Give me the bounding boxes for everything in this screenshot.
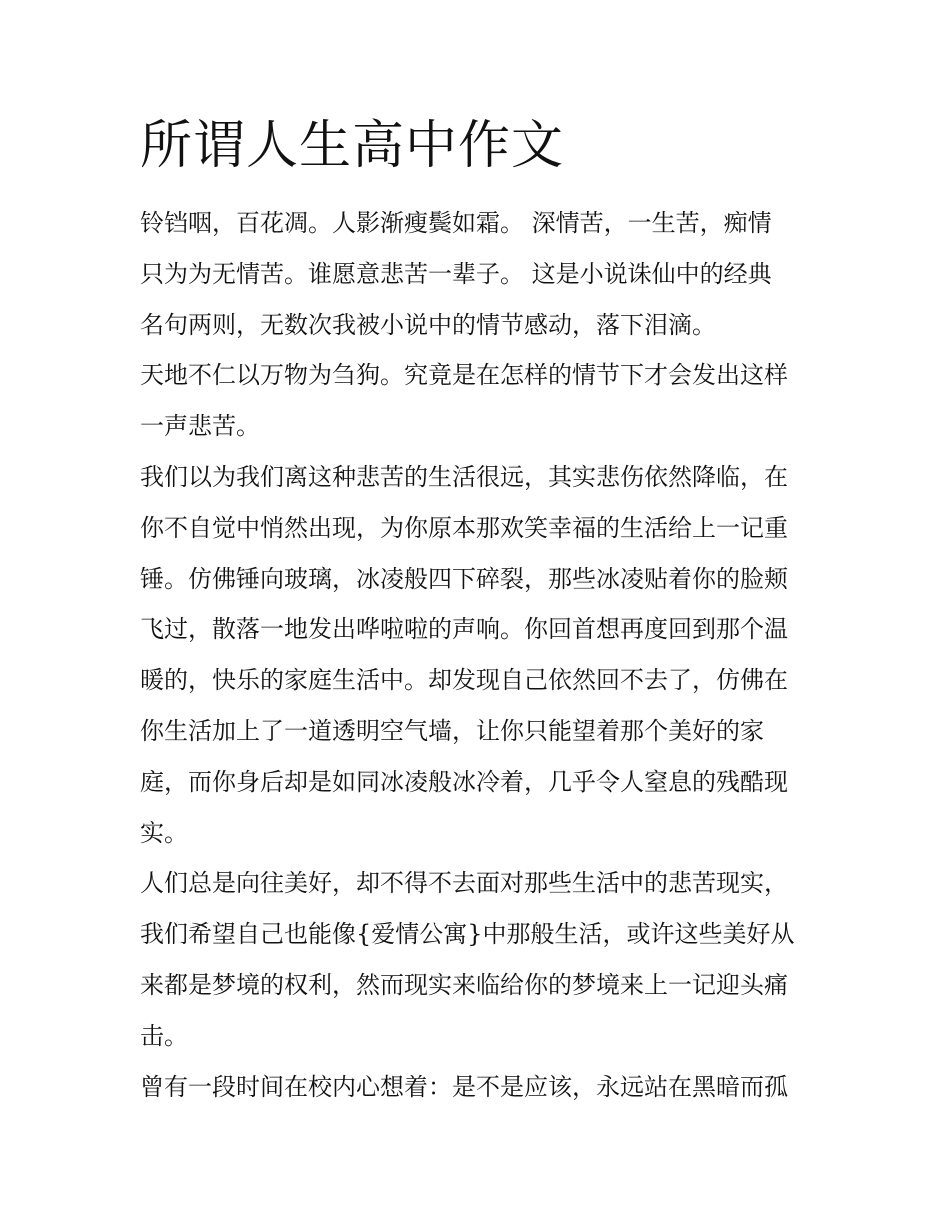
paragraph-5 [140, 1062, 815, 1113]
text-line: 我们希望自己也能像{爱情公寓}中那般生活，或许这些美好从 [140, 920, 795, 949]
text-line: 铃铛咽，百花凋。人影渐瘦鬓如霜。 深情苦，一生苦，痴情 [140, 209, 772, 237]
text-line: 只为为无情苦。谁愿意悲苦一辈子。 这是小说诛仙中的经典 [140, 259, 772, 288]
text-line: 你不自觉中悄然出现，为你原本那欢笑幸福的生活给上一记重 [140, 513, 788, 542]
text-line: 飞过，散落一地发出哗啦啦的声响。你回首想再度回到那个温 [140, 615, 788, 644]
text-line: 曾有一段时间在校内心想着：是不是应该，永远站在黑暗而孤 [140, 1072, 788, 1101]
text-line: 天地不仁以万物为刍狗。究竟是在怎样的情节下才会发出这样 [140, 361, 788, 390]
text-line: 一声悲苦。 [140, 412, 260, 441]
text-line: 庭，而你身后却是如同冰凌般冰冷着，几乎令人窒息的残酷现 [140, 767, 788, 796]
document-title: 所谓人生高中作文 [140, 116, 565, 176]
text-line: 击。 [140, 1021, 188, 1050]
text-line: 实。 [140, 818, 188, 847]
text-line: 名句两则，无数次我被小说中的情节感动，落下泪滴。 [140, 310, 716, 339]
text-line: 我们以为我们离这种悲苦的生活很远，其实悲伤依然降临，在 [140, 462, 788, 491]
text-line: 锤。仿佛锤向玻璃，冰凌般四下碎裂，那些冰凌贴着你的脸颊 [140, 564, 788, 593]
paragraph-4 [140, 858, 815, 1061]
text-line: 你生活加上了一道透明空气墙，让你只能望着那个美好的家 [140, 716, 764, 745]
document-page [140, 112, 815, 1112]
text-line: 人们总是向往美好，却不得不去面对那些生活中的悲苦现实， [140, 869, 788, 898]
text-line: 来都是梦境的权利，然而现实来临给你的梦境来上一记迎头痛 [140, 970, 788, 999]
paragraph-2 [140, 350, 815, 452]
paragraph-3 [140, 452, 815, 858]
paragraph-1 [140, 198, 815, 350]
text-line: 暖的，快乐的家庭生活中。却发现自己依然回不去了，仿佛在 [140, 666, 788, 695]
